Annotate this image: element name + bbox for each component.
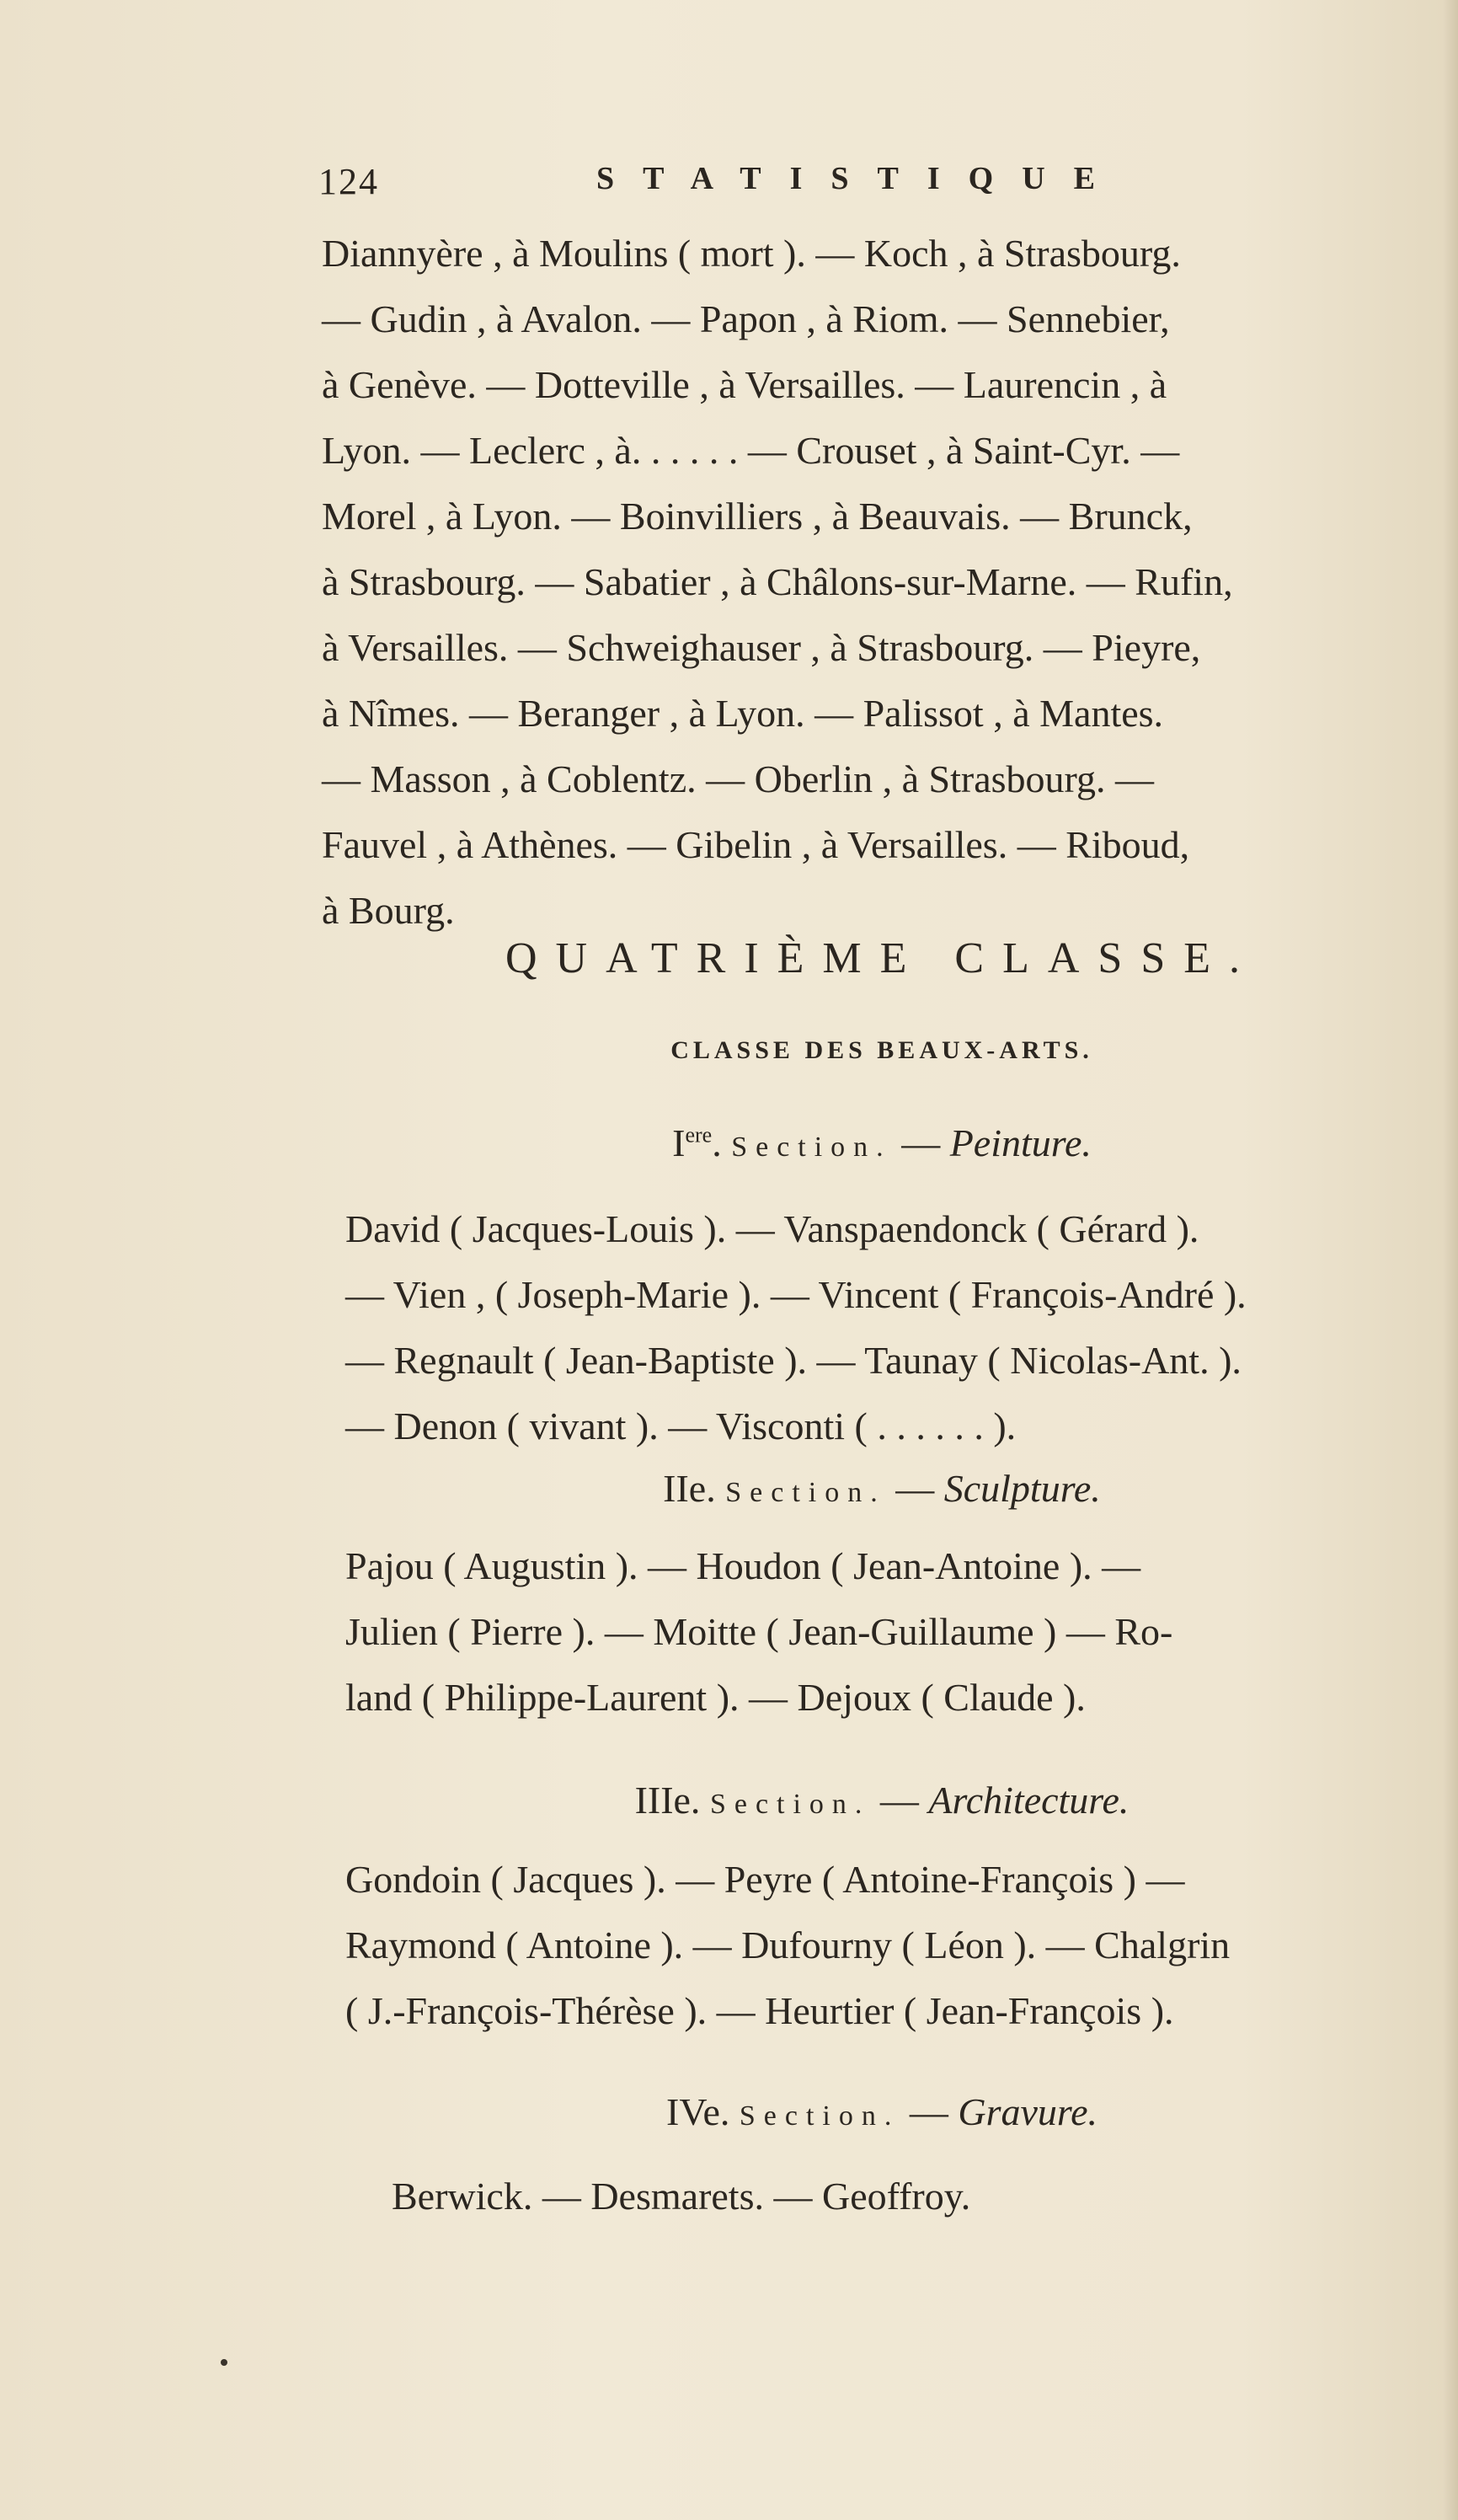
text-line: Raymond ( Antoine ). — Dufourny ( Léon ). — Chalgrin	[345, 1923, 1231, 1966]
section-dash: —	[900, 2090, 959, 2133]
section-number: IIe.	[663, 1467, 716, 1510]
section-members-gravure	[392, 2164, 1458, 2229]
section-dash: —	[870, 1779, 929, 1822]
text-line: Fauvel , à Athènes. — Gibelin , à Versailles. — Riboud,	[322, 823, 1190, 866]
text-line: Morel , à Lyon. — Boinvilliers , à Beauvais. — Brunck,	[322, 495, 1193, 538]
section-heading-architecture	[322, 1778, 1442, 1822]
section-members-architecture	[345, 1847, 1458, 2044]
section-dash: —	[885, 1467, 944, 1510]
ink-speck	[221, 2359, 227, 2366]
section-title: Gravure.	[958, 2090, 1098, 2133]
text-line: David ( Jacques-Louis ). — Vanspaendonck ( Gérard ).	[345, 1207, 1199, 1250]
page-number: 124	[318, 161, 379, 202]
text-line: Julien ( Pierre ). — Moitte ( Jean-Guillaume ) — Ro-	[345, 1610, 1173, 1653]
running-title: STATISTIQUE	[596, 161, 1124, 196]
class-title: QUATRIÈME CLASSE.	[505, 934, 1259, 982]
text-line: land ( Philippe-Laurent ). — Dejoux ( Claude ).	[345, 1676, 1086, 1719]
section-label: Section.	[725, 1477, 886, 1508]
text-line: — Denon ( vivant ). — Visconti ( . . . . . . ).	[345, 1404, 1017, 1447]
section-label: Section.	[709, 1789, 871, 1820]
section-number: IVe.	[666, 2090, 730, 2133]
section-title: Peinture.	[949, 1121, 1092, 1164]
text-line: — Regnault ( Jean-Baptiste ). — Taunay ( Nicolas-Ant. ).	[345, 1339, 1242, 1382]
section-title: Sculpture.	[943, 1467, 1101, 1510]
section-members-peinture	[345, 1196, 1458, 1459]
text-line: — Gudin , à Avalon. — Papon , à Riom. — Sennebier,	[322, 297, 1170, 340]
text-line: ( J.-François-Thérèse ). — Heurtier ( Jean-François ).	[345, 1989, 1174, 2032]
text-line: — Masson , à Coblentz. — Oberlin , à Strasbourg. —	[322, 757, 1155, 800]
text-line: Lyon. — Leclerc , à. . . . . . — Crouset , à Saint-Cyr. —	[322, 429, 1180, 472]
text-line: — Vien , ( Joseph-Marie ). — Vincent ( François-André ).	[345, 1273, 1247, 1316]
section-number-sup: ere	[685, 1122, 713, 1148]
section-heading-peinture: Iere. Section. — Peinture.	[672, 1121, 1092, 1164]
section-heading-gravure	[322, 2089, 1442, 2134]
text-line: à Genève. — Dotteville , à Versailles. — Laurencin , à	[322, 363, 1167, 406]
section-label: Section.	[739, 2100, 900, 2132]
section-members-sculpture	[345, 1533, 1458, 1731]
section-label: Section.	[731, 1132, 892, 1163]
text-line: Berwick. — Desmarets. — Geoffroy.	[392, 2175, 971, 2218]
text-line: Diannyère , à Moulins ( mort ). — Koch , à Strasbourg.	[322, 232, 1181, 275]
section-title: Architecture.	[928, 1779, 1130, 1822]
text-line: à Bourg.	[322, 889, 455, 932]
text-line: à Versailles. — Schweighauser , à Strasbourg. — Pieyre,	[322, 626, 1201, 669]
members-list-third-class	[322, 221, 1442, 944]
section-dash: —	[891, 1121, 950, 1164]
text-line: Gondoin ( Jacques ). — Peyre ( Antoine-François ) —	[345, 1858, 1185, 1901]
text-line: à Nîmes. — Beranger , à Lyon. — Palissot , à Mantes.	[322, 692, 1164, 735]
section-number: I	[672, 1121, 686, 1164]
class-subtitle: CLASSE DES BEAUX-ARTS.	[670, 1036, 1093, 1064]
text-line: Pajou ( Augustin ). — Houdon ( Jean-Antoine ). —	[345, 1544, 1141, 1587]
section-number: IIIe.	[634, 1779, 701, 1822]
text-line: à Strasbourg. — Sabatier , à Châlons-sur-Marne. — Rufin,	[322, 560, 1233, 603]
section-heading-sculpture	[322, 1466, 1442, 1511]
